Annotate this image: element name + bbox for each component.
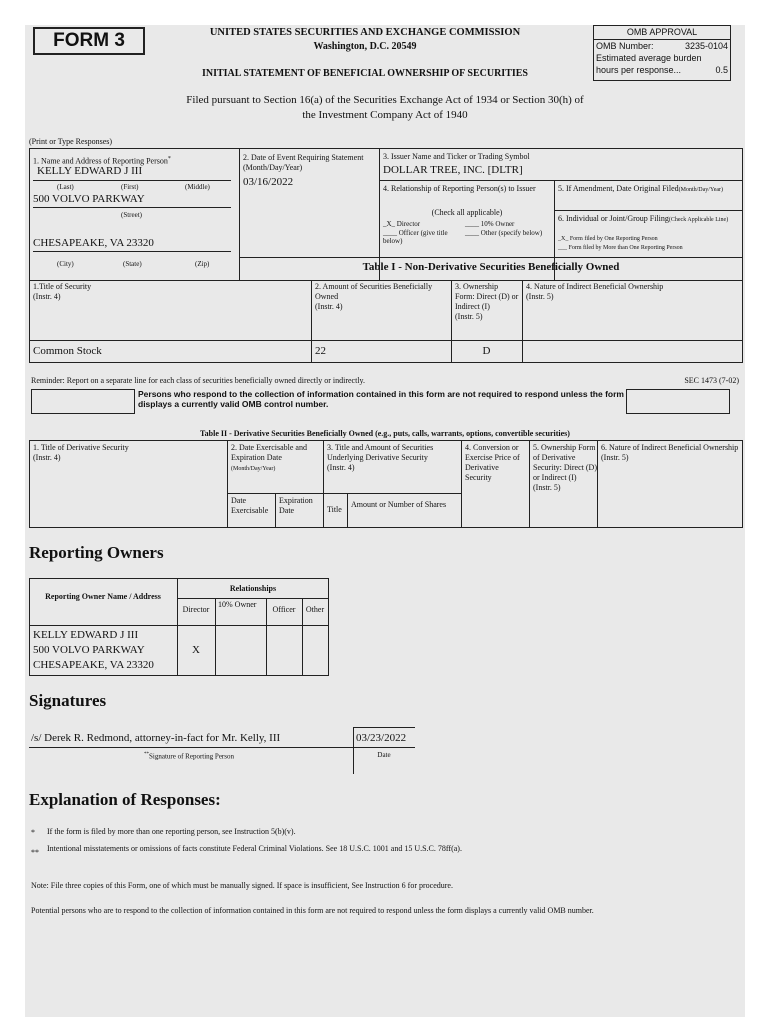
- table2-subcol-expiration: Expiration Date: [279, 496, 313, 515]
- table1-col-amount: 2. Amount of Securities Beneficially Owned (Instr. 4): [315, 282, 433, 311]
- box2-label: 2. Date of Event Requiring Statement (Month/Day/Year): [243, 153, 364, 172]
- agency-title: UNITED STATES SECURITIES AND EXCHANGE COMMISSION: [209, 27, 521, 38]
- owner-city: CHESAPEAKE, VA 23320: [33, 659, 154, 671]
- box1-footnote-mark: *: [167, 156, 171, 162]
- table2-col2-small: (Month/Day/Year): [231, 466, 276, 472]
- date-label: Date: [377, 751, 391, 759]
- box3-label: 3. Issuer Name and Ticker or Trading Symbol: [383, 152, 530, 161]
- omb-number-value: 3235-0104: [684, 41, 728, 51]
- omb-burden-line1: Estimated average burden: [596, 53, 702, 63]
- box5-label: 5. If Amendment, Date Original Filed(Month/Day/Year): [558, 184, 724, 193]
- filed-pursuant-line1: Filed pursuant to Section 16(a) of the Securities Exchange Act of 1934 or Section 30(h) of: [186, 94, 584, 106]
- first-label: (First): [121, 183, 139, 191]
- box6-label: 6. Individual or Joint/Group Filing(Check Applicable Line): [558, 214, 729, 223]
- rel-other-header: Other: [305, 605, 325, 614]
- zip-label: (Zip): [195, 260, 210, 268]
- table2-col-nature: 6. Nature of Indirect Beneficial Ownership (Instr. 5): [601, 443, 739, 462]
- signature-label: **Signature of Reporting Person: [144, 752, 234, 761]
- box6-line1: _X_ Form filed by One Reporting Person: [558, 236, 658, 242]
- footnote2-mark: **: [31, 848, 39, 857]
- form-title: INITIAL STATEMENT OF BENEFICIAL OWNERSHIP OF SECURITIES: [201, 68, 528, 79]
- table1-row-security: Common Stock: [33, 345, 102, 357]
- footnote1: If the form is filed by more than one reporting person, see Instruction 5(b)(v).: [47, 827, 296, 836]
- sec-code: SEC 1473 (7-02): [684, 376, 739, 385]
- box5-label-small: (Month/Day/Year): [678, 187, 724, 193]
- box1-label: 1. Name and Address of Reporting Person*: [33, 156, 171, 166]
- table2-col-date-exercisable: 2. Date Exercisable and Expiration Date (Month/Day/Year): [231, 443, 307, 472]
- city-label: (City): [57, 260, 74, 268]
- relationship-10pct-owner: ____ 10% Owner: [465, 220, 515, 228]
- middle-label: (Middle): [185, 183, 210, 191]
- rel-10pct-header: 10% Owner: [218, 600, 257, 609]
- form-label: FORM 3: [33, 27, 145, 55]
- owner-name: KELLY EDWARD J III: [33, 629, 139, 641]
- table2-col-title: 1. Title of Derivative Security (Instr. 4): [33, 443, 129, 462]
- owner-street: 500 VOLVO PARKWAY: [33, 644, 145, 656]
- issuer-name-ticker: DOLLAR TREE, INC. [DLTR]: [383, 164, 523, 176]
- agency-location: Washington, D.C. 20549: [313, 41, 417, 52]
- last-label: (Last): [57, 183, 74, 191]
- persons-notice: Persons who respond to the collection of information contained in this form are not required to respond unless the form displays a currently valid OMB control number.: [138, 389, 624, 409]
- table2-subcol-title: Title: [327, 505, 342, 514]
- filed-pursuant-line2: the Investment Company Act of 1940: [302, 109, 468, 121]
- table2-col-ownership-form: 5. Ownership Form of Derivative Security: Direct (D) or Indirect (I) (Instr. 5): [533, 443, 597, 492]
- table2-col-underlying: 3. Title and Amount of Securities Underlying Derivative Security (Instr. 4): [327, 443, 434, 472]
- explanation-heading: Explanation of Responses:: [29, 790, 221, 809]
- omb-burden-line2: hours per response...: [596, 65, 682, 75]
- table2-subcol-date-exercisable: Date Exercisable: [231, 496, 269, 515]
- box4-label: 4. Relationship of Reporting Person(s) to Issuer: [383, 184, 536, 193]
- table1-col-nature: 4. Nature of Indirect Beneficial Ownership (Instr. 5): [526, 282, 664, 301]
- signature-value: /s/ Derek R. Redmond, attorney-in-fact for Mr. Kelly, III: [31, 732, 281, 744]
- relationships-header: Relationships: [229, 584, 277, 593]
- table2-subcol-amount: Amount or Number of Shares: [351, 500, 447, 509]
- event-date: 03/16/2022: [243, 176, 294, 188]
- table1-row-amount: 22: [315, 345, 326, 357]
- box6-label-small: (Check Applicable Line): [668, 217, 729, 223]
- reporting-owners-heading: Reporting Owners: [29, 543, 164, 562]
- reminder-note: Reminder: Report on a separate line for each class of securities beneficially owned directly or indirectly.: [31, 376, 366, 385]
- notice-right-box: [626, 389, 730, 414]
- table2-col-conversion: 4. Conversion or Exercise Price of Derivative Security: [465, 443, 520, 482]
- note-three-copies: Note: File three copies of this Form, one of which must be manually signed. If space is insufficient, See Instruction 6 for procedure.: [31, 881, 453, 890]
- signature-date: 03/23/2022: [356, 732, 407, 744]
- rel-director-header: Director: [182, 605, 210, 614]
- reporting-person-name: KELLY EDWARD J III: [37, 165, 143, 177]
- street-label: (Street): [121, 211, 142, 219]
- relationship-other: ____ Other (specify below): [465, 229, 543, 237]
- footnote2: Intentional misstatements or omissions of facts constitute Federal Criminal Violations. See 18 U.S.C. 1001 and 15 U.S.C. 78ff(a).: [47, 844, 462, 853]
- notice-left-box: [31, 389, 135, 414]
- box6-line2: ___ Form filed by More than One Reporting Person: [558, 245, 683, 251]
- relationship-officer: ____ Officer (give title below): [383, 229, 448, 245]
- check-all-applicable: (Check all applicable): [431, 208, 503, 217]
- table1-col-title-security: 1.Title of Security (Instr. 4): [33, 282, 92, 301]
- owner-director-mark: X: [192, 644, 200, 656]
- signatures-heading: Signatures: [29, 691, 107, 710]
- table1-col-ownership-form: 3. Ownership Form: Direct (D) or Indirect (I) (Instr. 5): [455, 282, 519, 321]
- print-note: (Print or Type Responses): [29, 137, 113, 146]
- table1-row-form: D: [482, 345, 491, 357]
- rel-officer-header: Officer: [272, 605, 296, 614]
- table1-title: Table I - Non-Derivative Securities Beneficially Owned: [362, 261, 620, 273]
- form-page: [25, 25, 745, 1017]
- relationship-director: _X_ Director: [383, 220, 421, 228]
- footnote1-mark: *: [31, 828, 35, 837]
- omb-title: OMB APPROVAL: [626, 27, 698, 37]
- reporting-person-street: 500 VOLVO PARKWAY: [33, 193, 145, 205]
- omb-burden-value: 0.5: [715, 65, 728, 75]
- owner-name-header: Reporting Owner Name / Address: [45, 592, 161, 601]
- table2-title: Table II - Derivative Securities Beneficially Owned (e.g., puts, calls, warrants, options, convertible securities): [200, 429, 570, 438]
- omb-number-label: OMB Number:: [596, 41, 654, 51]
- omb-approval-box: [593, 25, 731, 81]
- signature-label-mark: **: [144, 752, 150, 757]
- reporting-person-city: CHESAPEAKE, VA 23320: [33, 237, 154, 249]
- potential-persons-note: Potential persons who are to respond to the collection of information contained in this form are not required to respond unless the form displays a currently valid OMB number.: [31, 906, 594, 915]
- state-label: (State): [123, 260, 142, 268]
